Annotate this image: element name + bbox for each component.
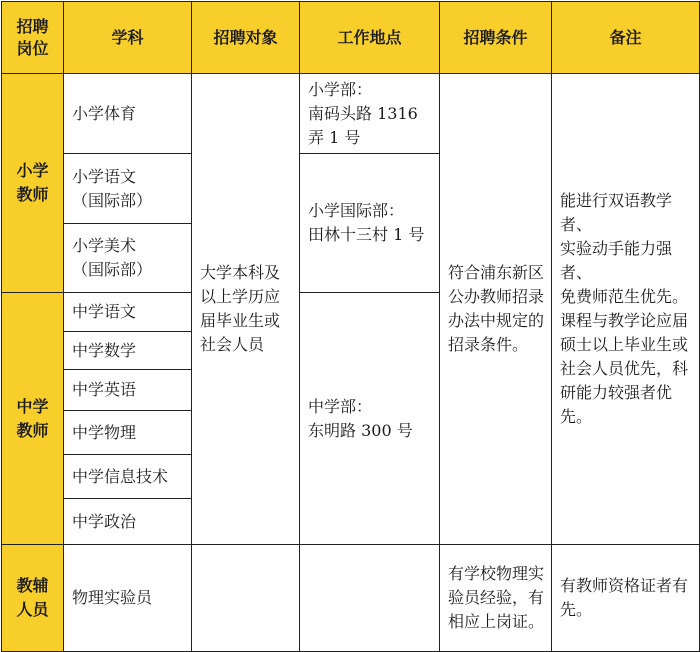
group-assistant: 教辅 人员 [2,545,64,652]
location-column [300,74,440,545]
subject-cell: 小学语文 （国际部） [64,154,192,224]
location-primary: 小学部： 南码头路 1316 弄 1 号 [300,74,439,154]
header-notes: 备注 [552,2,700,74]
assistant-notes: 有教师资格证者有先。 [552,545,700,652]
subject-cell: 物理实验员 [64,545,192,652]
group-middle-teacher: 中学 教师 [2,293,64,545]
subject-cell: 中学信息技术 [64,455,192,499]
assistant-conditions: 有学校物理实验员经验，有相应上岗证。 [440,545,552,652]
location-middle: 中学部： 东明路 300 号 [308,396,413,440]
subject-cell: 小学体育 [64,74,192,154]
subject-cell: 中学语文 [64,293,192,332]
header-target: 招聘对象 [192,2,300,74]
subject-cell: 中学政治 [64,499,192,545]
teacher-notes: 能进行双语教学者、 实验动手能力强者、 免费师范生优先。 课程与教学论应届硕士以上毕业生或社会人员优先，科研能力较强者优先。 [552,74,700,545]
subject-cell: 小学美术 （国际部） [64,224,192,293]
assistant-location-empty [300,545,440,652]
recruitment-table [1,1,700,652]
subject-cell: 中学物理 [64,411,192,455]
header-location: 工作地点 [300,2,440,74]
subject-cell: 中学数学 [64,332,192,370]
subject-cell: 中学英语 [64,370,192,411]
group-primary-teacher: 小学 教师 [2,74,64,293]
header-conditions: 招聘条件 [440,2,552,74]
location-primary-international: 小学国际部： 田林十三村 1 号 [308,201,425,244]
teacher-conditions: 符合浦东新区公办教师招录办法中规定的招录条件。 [440,74,552,545]
header-subject: 学科 [64,2,192,74]
header-position: 招聘 岗位 [2,2,64,74]
recruit-target: 大学本科及以上学历应届毕业生或社会人员 [192,74,300,545]
assistant-target-empty [192,545,300,652]
